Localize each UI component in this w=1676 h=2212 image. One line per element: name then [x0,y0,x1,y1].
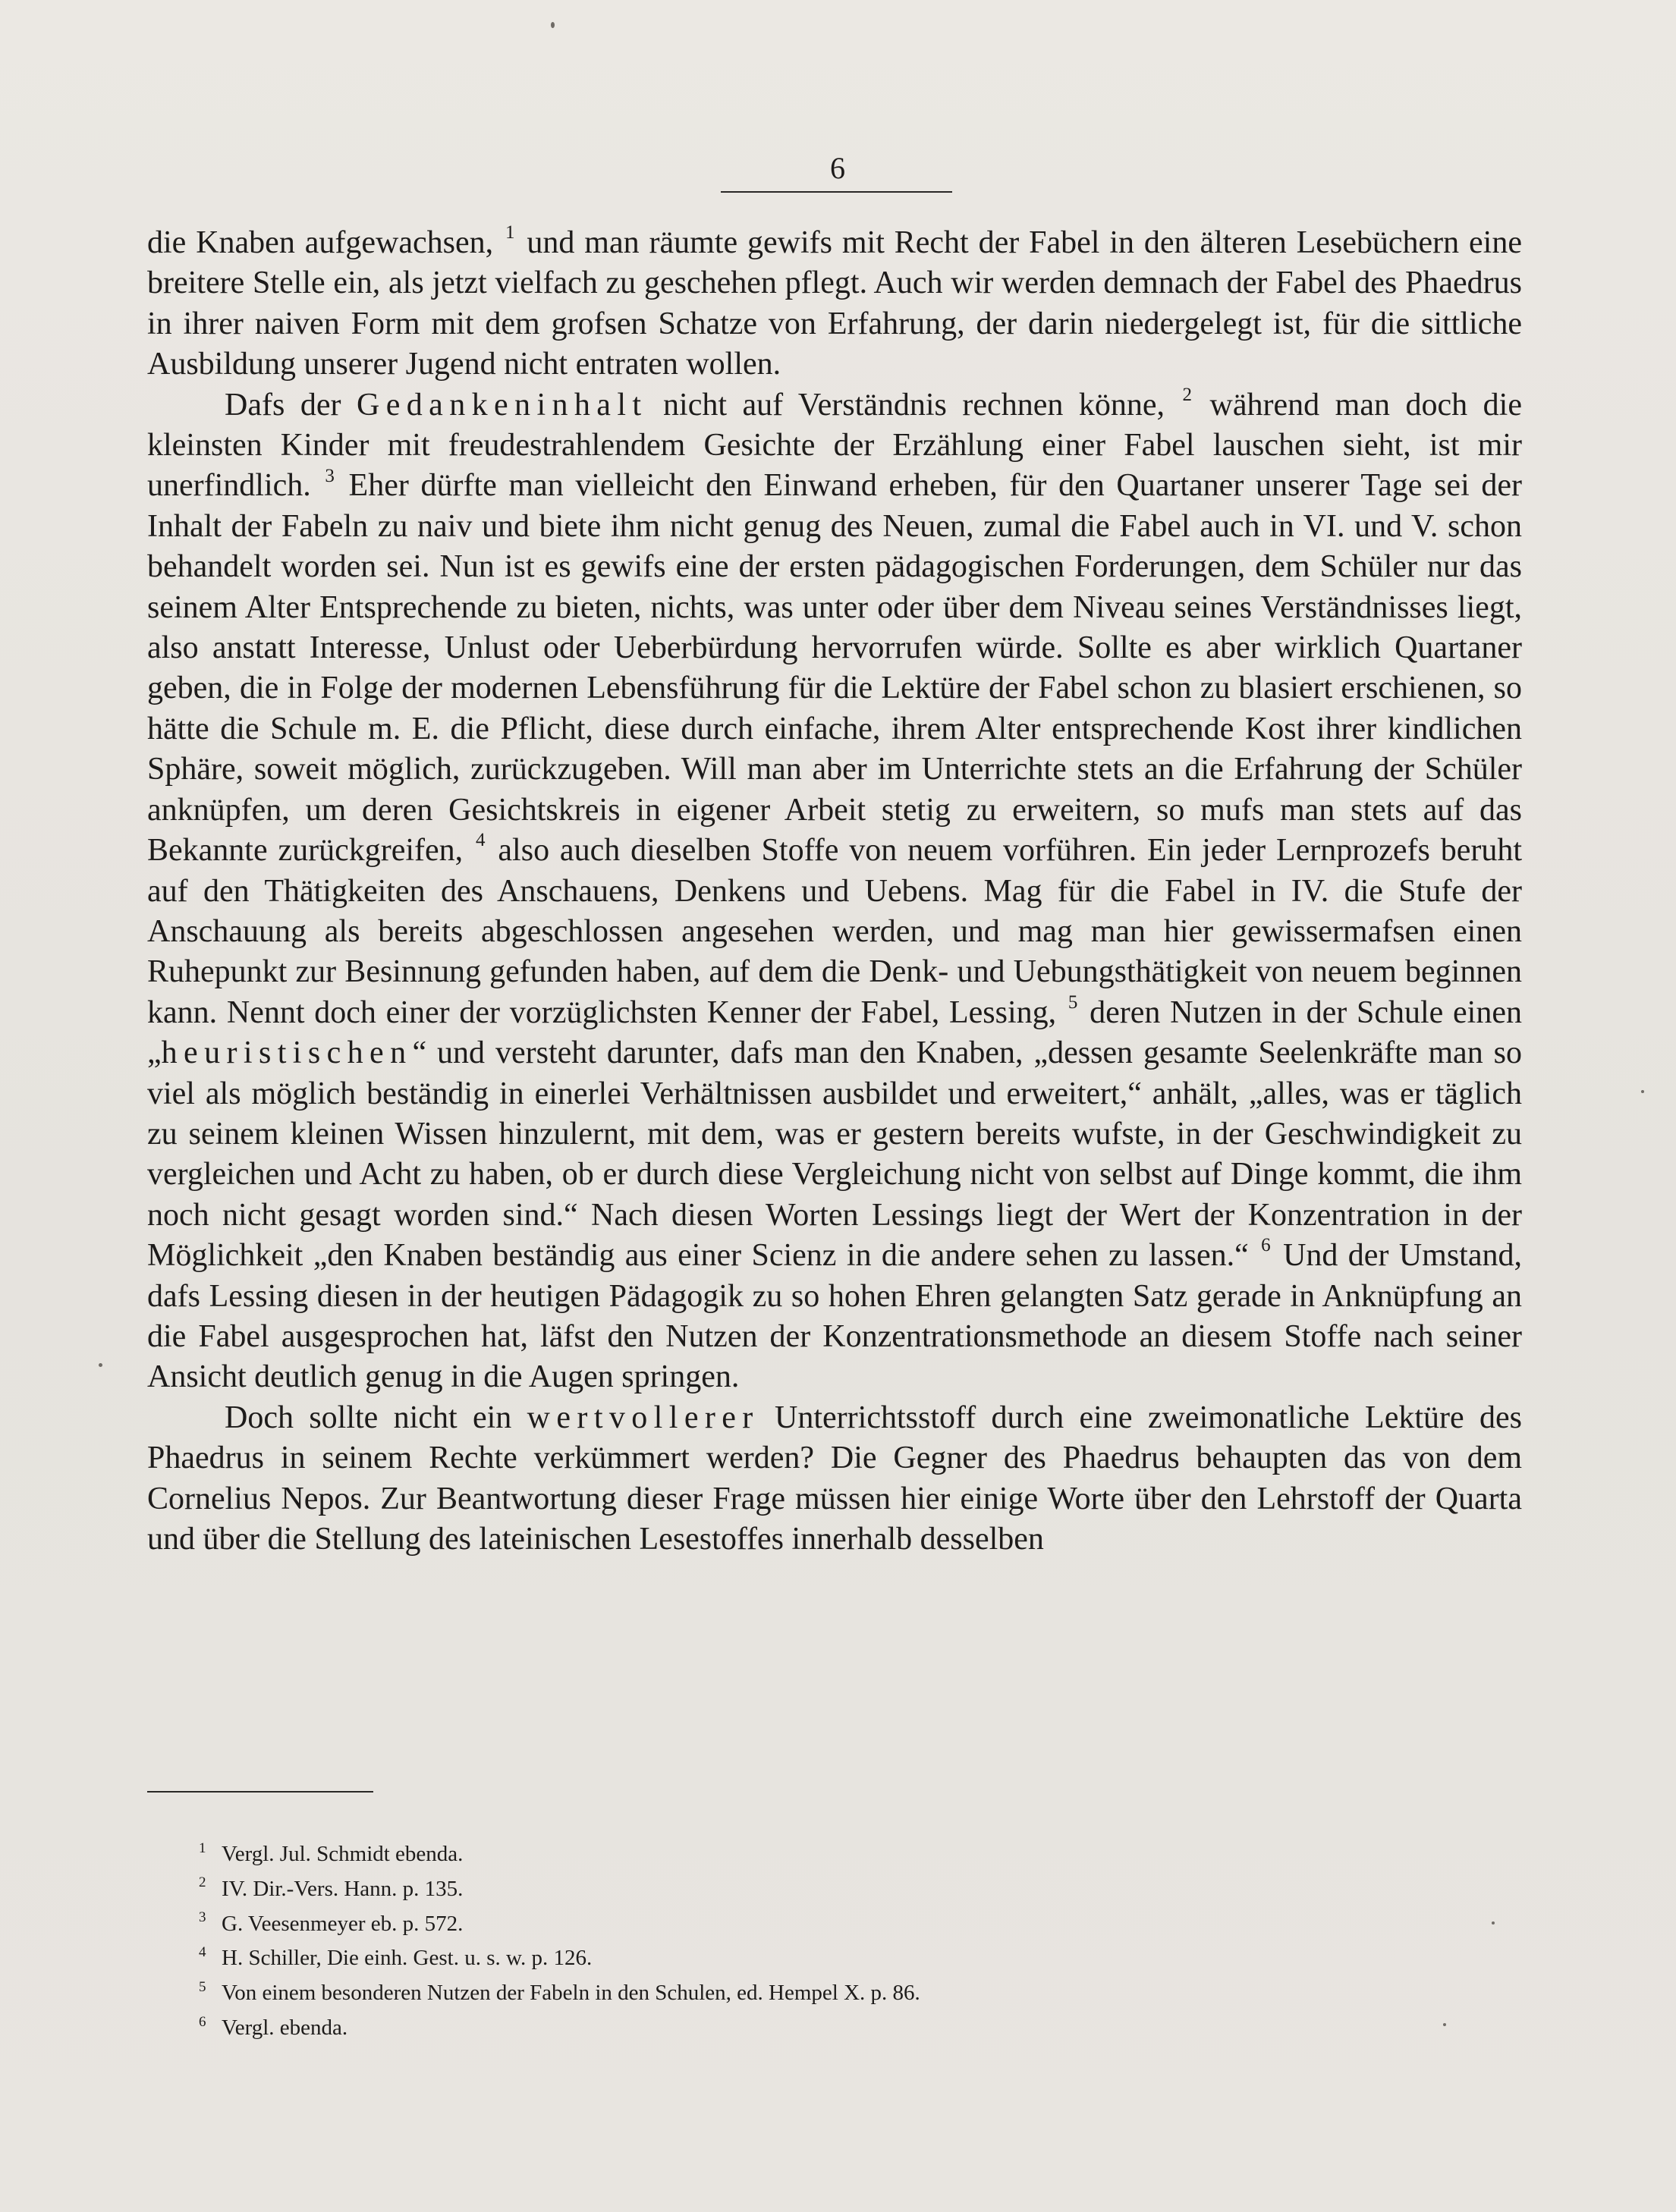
text-run: während man doch die kleinsten Kinder mit freudestrahlendem Gesichte der Erzählung einer Fabel lauschen sieht, ist mir unerfindlich. [147,387,1522,504]
footnote-text: Von einem besonderen Nutzen der Fabeln in den Schulen, ed. Hempel X. p. 86. [222,1981,920,2006]
footnote-reference: 4 [476,830,486,851]
footnote-reference: 1 [505,222,515,244]
text-run: nicht auf Verständnis rechnen könne, [647,387,1181,423]
footnote-text: IV. Dir.-Vers. Hann. p. 135. [222,1876,464,1901]
footnote-text: G. Veesenmeyer eb. p. 572. [222,1911,464,1936]
footnote-reference: 3 [325,465,335,486]
text-run: Unterrichtsstoff durch eine zweimonatliche Lektüre des Phaedrus in seinem Rechte verkümmert werden? Die Gegner des Phaedrus behaupten das von dem Cornelius Nepos. Zur Beantwortung dieser Frage müssen hier einige Worte über den Lehrstoff der Quarta und über die Stellung des lateinischen Lesestoffes innerhalb desselben [147,1400,1522,1557]
paragraph [147,223,1522,385]
text-run: Doch sollte nicht ein [225,1400,527,1435]
spaced-emphasis: heuristischen [161,1035,413,1071]
text-run: Eher dürfte man vielleicht den Einwand erheben, für den Quartaner unserer Tage sei der Inhalt der Fabeln zu naiv und biete ihm nicht genug des Neuen, zumal die Fabel auch in VI. und V. schon behandelt worden sei. Nun ist es gewifs eine der ersten pädagogischen Forderungen, dem Schüler nur das seinem Alter Entsprechende zu bieten, nichts, was unter oder über dem Niveau seines Verständnisses liegt, also anstatt Interesse, Unlust oder Ueberbürdung hervorrufen würde. Sollte es aber wirklich Quartaner geben, die in Folge der modernen Lebensführung für die Lektüre der Fabel schon zu blasiert erschienen, so hätte die Schule m. E. die Pflicht, diese durch einfache, ihrem Alter entsprechende Kost ihrer kindlichen Sphäre, soweit möglich, zurückzugeben. Will man aber im Unterrichte stets an die Erfahrung der Schüler anknüpfen, um deren Gesichtskreis in eigener Arbeit stetig zu erweitern, so mufs man stets auf das Bekannte zurückgreifen, [147,468,1522,869]
footnote: 6 Vergl. ebenda. [199,2013,348,2040]
print-speck [1443,2023,1446,2026]
footnote: 3 G. Veesenmeyer eb. p. 572. [199,1909,464,1936]
text-run: also auch dieselben Stoffe von neuem vorführen. Ein jeder Lernprozefs beruht auf den Thätigkeiten des Anschauens, Denkens und Uebens. Mag für die Fabel in IV. die Stufe der Anschauung als bereits abgeschlossen angesehen werden, und mag man hier gewissermafsen einen Ruhepunkt zur Besinnung gefunden haben, auf dem die Denk- und Uebungsthätigkeit von neuem beginnen kann. Nennt doch einer der vorzüglichsten Kenner der Fabel, Lessing, [147,833,1522,1030]
text-run: deren Nutzen in der Schule einen „ [147,994,1522,1071]
header-rule [721,191,952,193]
print-speck [1641,1090,1644,1093]
paragraph [147,385,1522,1398]
footnote-text: Vergl. ebenda. [222,2015,348,2040]
footnote-text: Vergl. Jul. Schmidt ebenda. [222,1842,464,1866]
print-speck [1492,1921,1495,1925]
page-number: 6 [830,151,846,185]
footnote-reference: 2 [1182,384,1193,405]
footnote: 4 H. Schiller, Die einh. Gest. u. s. w. p. 126. [199,1944,593,1971]
footnote: 2 IV. Dir.-Vers. Hann. p. 135. [199,1874,464,1901]
body-text [147,223,1522,1560]
print-speck [551,22,555,28]
text-run: Dafs der [225,387,357,423]
spaced-emphasis: wertvollerer [527,1400,759,1435]
footnote: 5 Von einem besonderen Nutzen der Fabeln in den Schulen, ed. Hempel X. p. 86. [199,1978,920,2006]
text-run: Und der Umstand, dafs Lessing diesen in der heutigen Pädagogik zu so hohen Ehren gelangten Satz gerade in Anknüpfung an die Fabel ausgesprochen hat, läfst den Nutzen der Konzentrationsmethode an diesem Stoffe nach seiner Ansicht deutlich genug in die Augen springen. [147,1238,1522,1395]
footnote-text: H. Schiller, Die einh. Gest. u. s. w. p. 126. [222,1946,593,1971]
paragraph [147,1398,1522,1560]
text-run: die Knaben aufgewachsen, [147,225,503,260]
footnote-rule [147,1791,373,1793]
footnote: 1 Vergl. Jul. Schmidt ebenda. [199,1840,464,1866]
print-speck [99,1363,102,1367]
text-run: und man räumte gewifs mit Recht der Fabel in den älteren Lesebüchern eine breitere Stelle ein, als jetzt vielfach zu geschehen pflegt. Auch wir werden demnach der Fabel des Phaedrus in ihrer naiven Form mit dem grofsen Schatze von Erfahrung, der darin niedergelegt ist, für die sittliche Ausbildung unserer Jugend nicht entraten wollen. [147,225,1522,382]
footnote-reference: 6 [1261,1235,1271,1256]
footnotes [199,1837,1489,2046]
spaced-emphasis: Gedankeninhalt [356,387,648,423]
footnote-reference: 5 [1068,991,1078,1013]
text-run: “ und versteht darunter, dafs man den Knaben, „dessen gesamte Seelenkräfte man so viel als möglich beständig in einerlei Verhältnissen ausbildet und erweitert,“ anhält, „alles, was er täglich zu seinem kleinen Wissen hinzulernt, mit dem, was er gestern bereits wufste, in der Geschwindigkeit zu vergleichen und Acht zu haben, ob er durch diese Vergleichung nicht von selbst auf Dinge kommt, die ihm noch nicht gesagt worden sind.“ Nach diesen Worten Lessings liegt der Wert der Konzentration in der Möglichkeit „den Knaben beständig aus einer Scienz in die andere sehen zu lassen.“ [147,1035,1522,1274]
